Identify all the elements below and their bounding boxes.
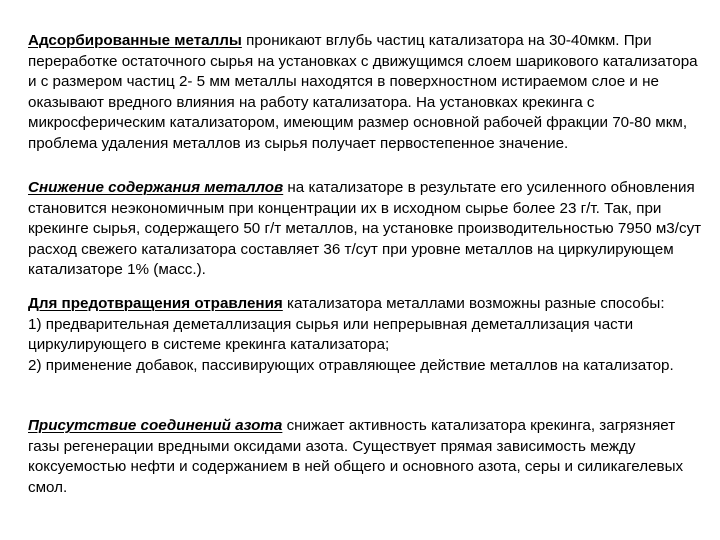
paragraph-lead: Снижение содержания металлов bbox=[28, 179, 284, 196]
paragraph-lead: Присутствие соединений азота bbox=[28, 417, 283, 434]
list-item: 2) применение добавок, пассивирующих отравляющее действие металлов на катализатор. bbox=[28, 356, 674, 374]
paragraph-text: катализатора металлами возможны разные способы: bbox=[282, 295, 665, 312]
list-item: 1) предварительная деметаллизация сырья или непрерывная деметаллизация части циркулирующего в системе крекинга катализатора; bbox=[28, 315, 634, 353]
paragraph-text: снижает активность катализатора крекинга, загрязняет газы регенерации вредными оксидами азота. Существует прямая зависимость между коксуемостью нефти и содержанием в ней общего и основного азота, серы и силикагелевых смол. bbox=[28, 417, 684, 496]
paragraph-nitrogen-compounds bbox=[28, 416, 702, 498]
paragraph-metal-reduction bbox=[28, 178, 702, 281]
paragraph-adsorbed-metals bbox=[28, 31, 702, 154]
paragraph-text: проникают вглубь частиц катализатора на 30-40мкм. При переработке остаточного сырья на установках с движущимся слоем шарикового катализатора и с размером частиц 2- 5 мм металлы находятся в поверхностном истираемом слое и не оказывают вредного влияния на работу катализатора. На установках крекинга с микросферическим катализатором, имеющим размер основной рабочей фракции 70-80 мкм, проблема удаления металлов из сырья получает первостепенное значение. bbox=[28, 32, 698, 152]
paragraph-poisoning-prevention bbox=[28, 294, 702, 376]
paragraph-text: на катализаторе в результате его усиленного обновления становится неэкономичным при концентрации их в исходном сырье более 23 г/т. Так, при крекинге сырья, содержащего 50 г/т металлов, на установке производительностью 7950 м3/сут расход свежего катализатора составляет 36 т/сут при уровне металлов на циркулирующем катализаторе 1% (масс.). bbox=[28, 179, 702, 278]
paragraph-lead: Для предотвращения отравления bbox=[28, 295, 283, 312]
paragraph-lead: Адсорбированные металлы bbox=[28, 32, 242, 49]
